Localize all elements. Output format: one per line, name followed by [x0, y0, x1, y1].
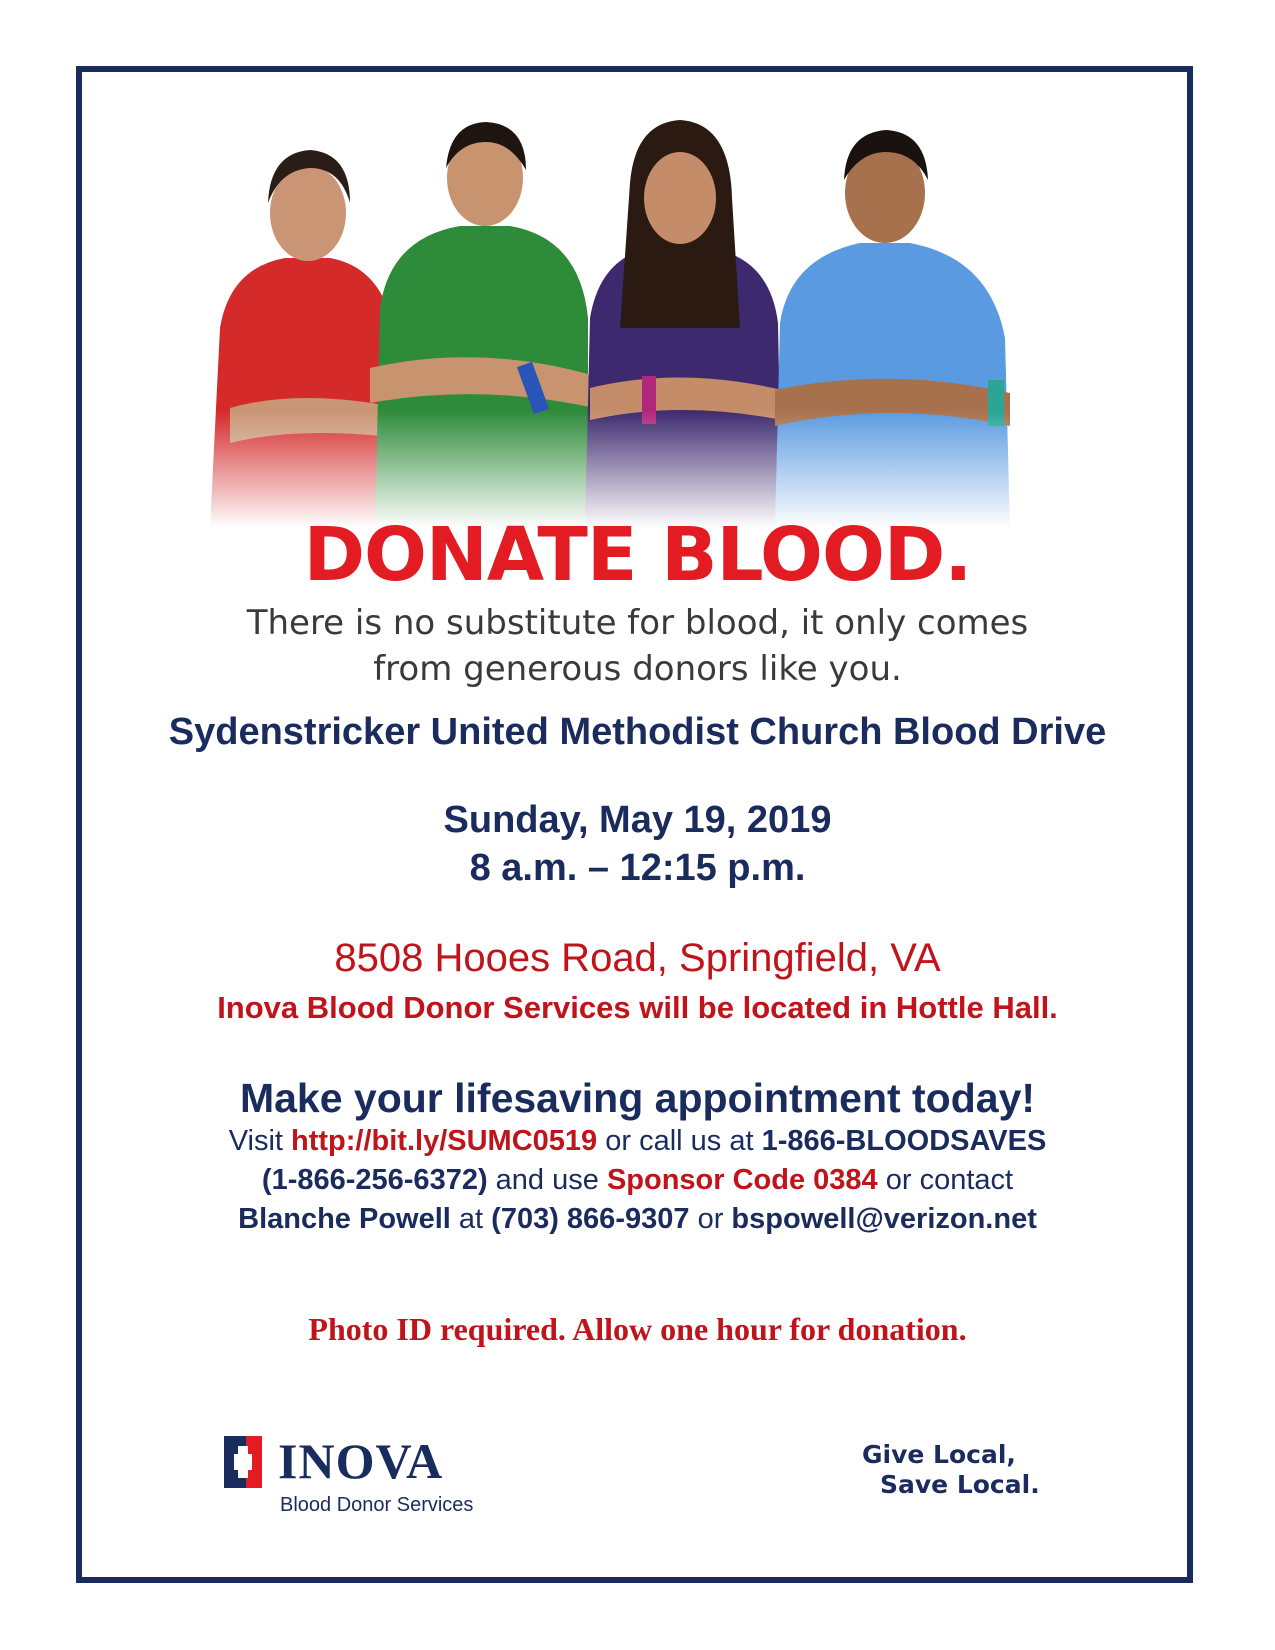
slogan-line-2: Save Local. [880, 1470, 1040, 1499]
at-text: at [458, 1203, 484, 1235]
tagline-line-2: from generous donors like you. [373, 649, 902, 689]
event-time: 8 a.m. – 12:15 p.m. [469, 847, 806, 889]
inova-logo-name: INOVA [278, 1433, 444, 1489]
requirements-note: Photo ID required. Allow one hour for donation. [308, 1311, 967, 1347]
contact-info [0, 1122, 1275, 1239]
contact-phone[interactable]: (703) 866-9307 [491, 1203, 690, 1235]
contact-line-1 [0, 1122, 1275, 1161]
inova-logo [224, 1434, 504, 1524]
inova-cross-icon [224, 1436, 262, 1488]
contact-email[interactable]: bspowell@verizon.net [731, 1203, 1037, 1235]
sponsor-code: Sponsor Code 0384 [606, 1164, 878, 1196]
phone-word[interactable]: 1-866-BLOODSAVES [761, 1125, 1047, 1157]
phone-number[interactable]: (1-866-256-6372) [261, 1164, 488, 1196]
event-date: Sunday, May 19, 2019 [443, 799, 832, 841]
appointment-link[interactable]: http://bit.ly/SUMC0519 [291, 1125, 598, 1157]
tagline-line-1: There is no substitute for blood, it only comes [246, 603, 1029, 643]
slogan-line-1: Give Local, [862, 1440, 1016, 1469]
contact-line-3 [0, 1200, 1275, 1239]
visit-text: Visit [228, 1125, 283, 1157]
headline: DONATE BLOOD. [303, 512, 972, 598]
use-text: and use [495, 1164, 599, 1196]
event-datetime [0, 796, 1275, 892]
cta-heading: Make your lifesaving appointment today! [239, 1075, 1036, 1121]
event-address: 8508 Hooes Road, Springfield, VA [334, 936, 941, 980]
contact-text: or contact [885, 1164, 1014, 1196]
call-text: or call us at [605, 1125, 754, 1157]
or-text: or [697, 1203, 724, 1235]
contact-name: Blanche Powell [238, 1203, 451, 1235]
slogan [862, 1440, 1040, 1500]
inova-logo-subtitle: Blood Donor Services [280, 1494, 474, 1516]
donors-photo [210, 108, 1070, 528]
event-title: Sydenstricker United Methodist Church Blood Drive [168, 711, 1107, 753]
contact-line-2 [0, 1161, 1275, 1200]
event-location-note: Inova Blood Donor Services will be located in Hottle Hall. [217, 990, 1058, 1025]
tagline [0, 600, 1275, 692]
